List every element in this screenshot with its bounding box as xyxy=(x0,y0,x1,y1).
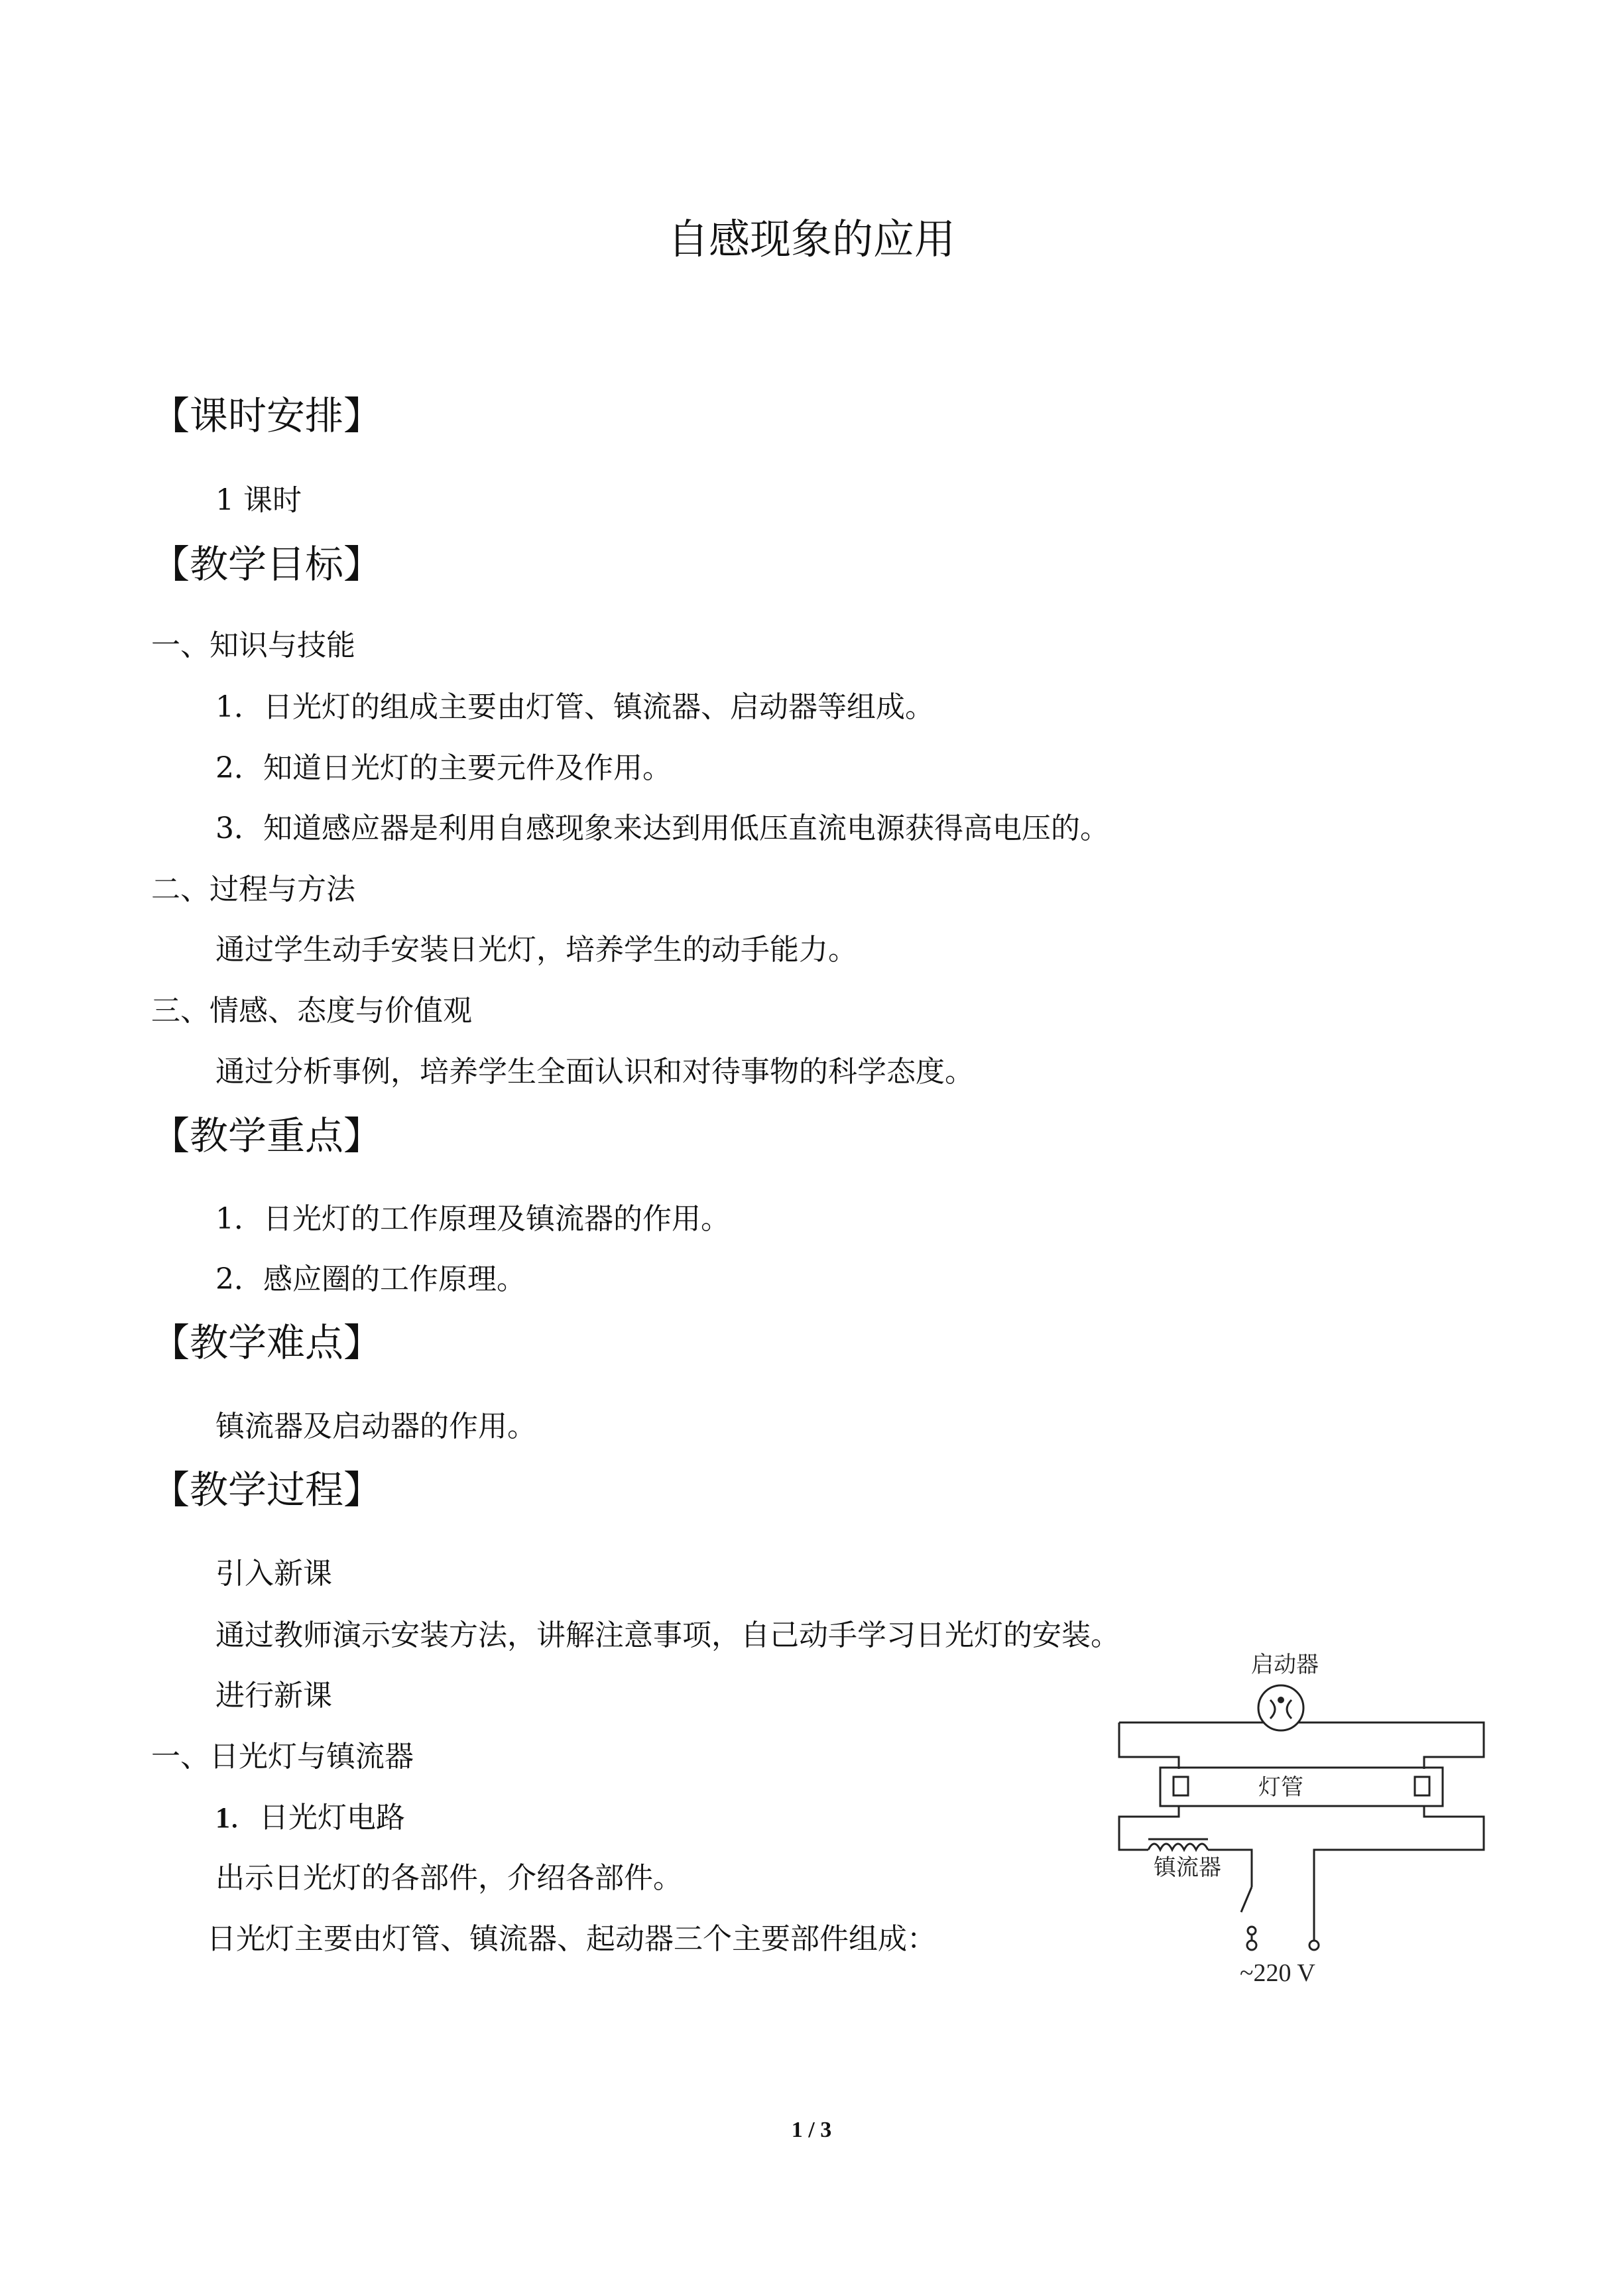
starter-icon xyxy=(1258,1685,1303,1730)
goals-heading: 【教学目标】 xyxy=(151,542,383,587)
switch-blade xyxy=(1241,1887,1252,1912)
tube-electrode-left xyxy=(1173,1777,1188,1795)
process-sub1-text: ．日光灯电路 xyxy=(230,1801,405,1835)
goals-item-2: 2．知道日光灯的主要元件及作用。 xyxy=(215,751,672,785)
goals-item-3: 3．知道感应器是利用自感现象来达到用低压直流电源获得高电压的。 xyxy=(215,812,1109,845)
key-item-1: 1．日光灯的工作原理及镇流器的作用。 xyxy=(215,1202,730,1236)
key-heading: 【教学重点】 xyxy=(151,1113,383,1158)
wire-left-top xyxy=(1119,1722,1179,1769)
process-text1: 出示日光灯的各部件，介绍各部件。 xyxy=(215,1861,682,1895)
goals-item-1: 1．日光灯的组成主要由灯管、镇流器、启动器等组成。 xyxy=(215,690,934,724)
process-text2: 日光灯主要由灯管、镇流器、起动器三个主要部件组成： xyxy=(207,1922,936,1956)
process-sub1-num: 1 xyxy=(215,1801,230,1834)
schedule-heading: 【课时安排】 xyxy=(151,393,383,438)
page-footer: 1 / 3 xyxy=(791,2118,832,2142)
goals-text2: 通过学生动手安装日光灯，培养学生的动手能力。 xyxy=(215,933,857,967)
difficulty-text: 镇流器及启动器的作用。 xyxy=(215,1410,536,1443)
process-sub1 xyxy=(215,1803,405,1833)
process-part1: 一、日光灯与镇流器 xyxy=(151,1740,414,1774)
schedule-text: 1 课时 xyxy=(215,483,302,517)
wire-right-bottom xyxy=(1314,1806,1484,1940)
switch-contact xyxy=(1248,1927,1256,1935)
process-intro-text: 通过教师演示安装方法，讲解注意事项，自己动手学习日光灯的安装。 xyxy=(215,1618,1120,1652)
wire-right-top xyxy=(1119,1722,1484,1769)
ballast-label: 镇流器 xyxy=(1154,1854,1221,1881)
goals-part2: 二、过程与方法 xyxy=(151,873,355,906)
terminal-right xyxy=(1309,1941,1319,1950)
key-item-2: 2．感应圈的工作原理。 xyxy=(215,1262,526,1296)
starter-contact xyxy=(1278,1697,1284,1703)
process-new-label: 进行新课 xyxy=(215,1679,332,1713)
tube-electrode-right xyxy=(1415,1777,1429,1795)
goals-text3: 通过分析事例，培养学生全面认识和对待事物的科学态度。 xyxy=(215,1055,974,1089)
goals-part1: 一、知识与技能 xyxy=(151,629,355,662)
terminal-left xyxy=(1247,1941,1256,1950)
voltage-label: ~220 V xyxy=(1240,1959,1315,1987)
process-intro-label: 引入新课 xyxy=(215,1557,332,1591)
difficulty-heading: 【教学难点】 xyxy=(151,1320,383,1365)
page-title: 自感现象的应用 xyxy=(667,215,955,263)
wire-left-bottom xyxy=(1119,1806,1179,1850)
process-heading: 【教学过程】 xyxy=(151,1467,383,1512)
starter-label: 启动器 xyxy=(1251,1652,1319,1678)
tube-label: 灯管 xyxy=(1258,1774,1303,1801)
ballast-coil xyxy=(1148,1844,1208,1850)
goals-part3: 三、情感、态度与价值观 xyxy=(151,994,472,1028)
fluorescent-circuit-diagram xyxy=(1107,1644,1505,1989)
